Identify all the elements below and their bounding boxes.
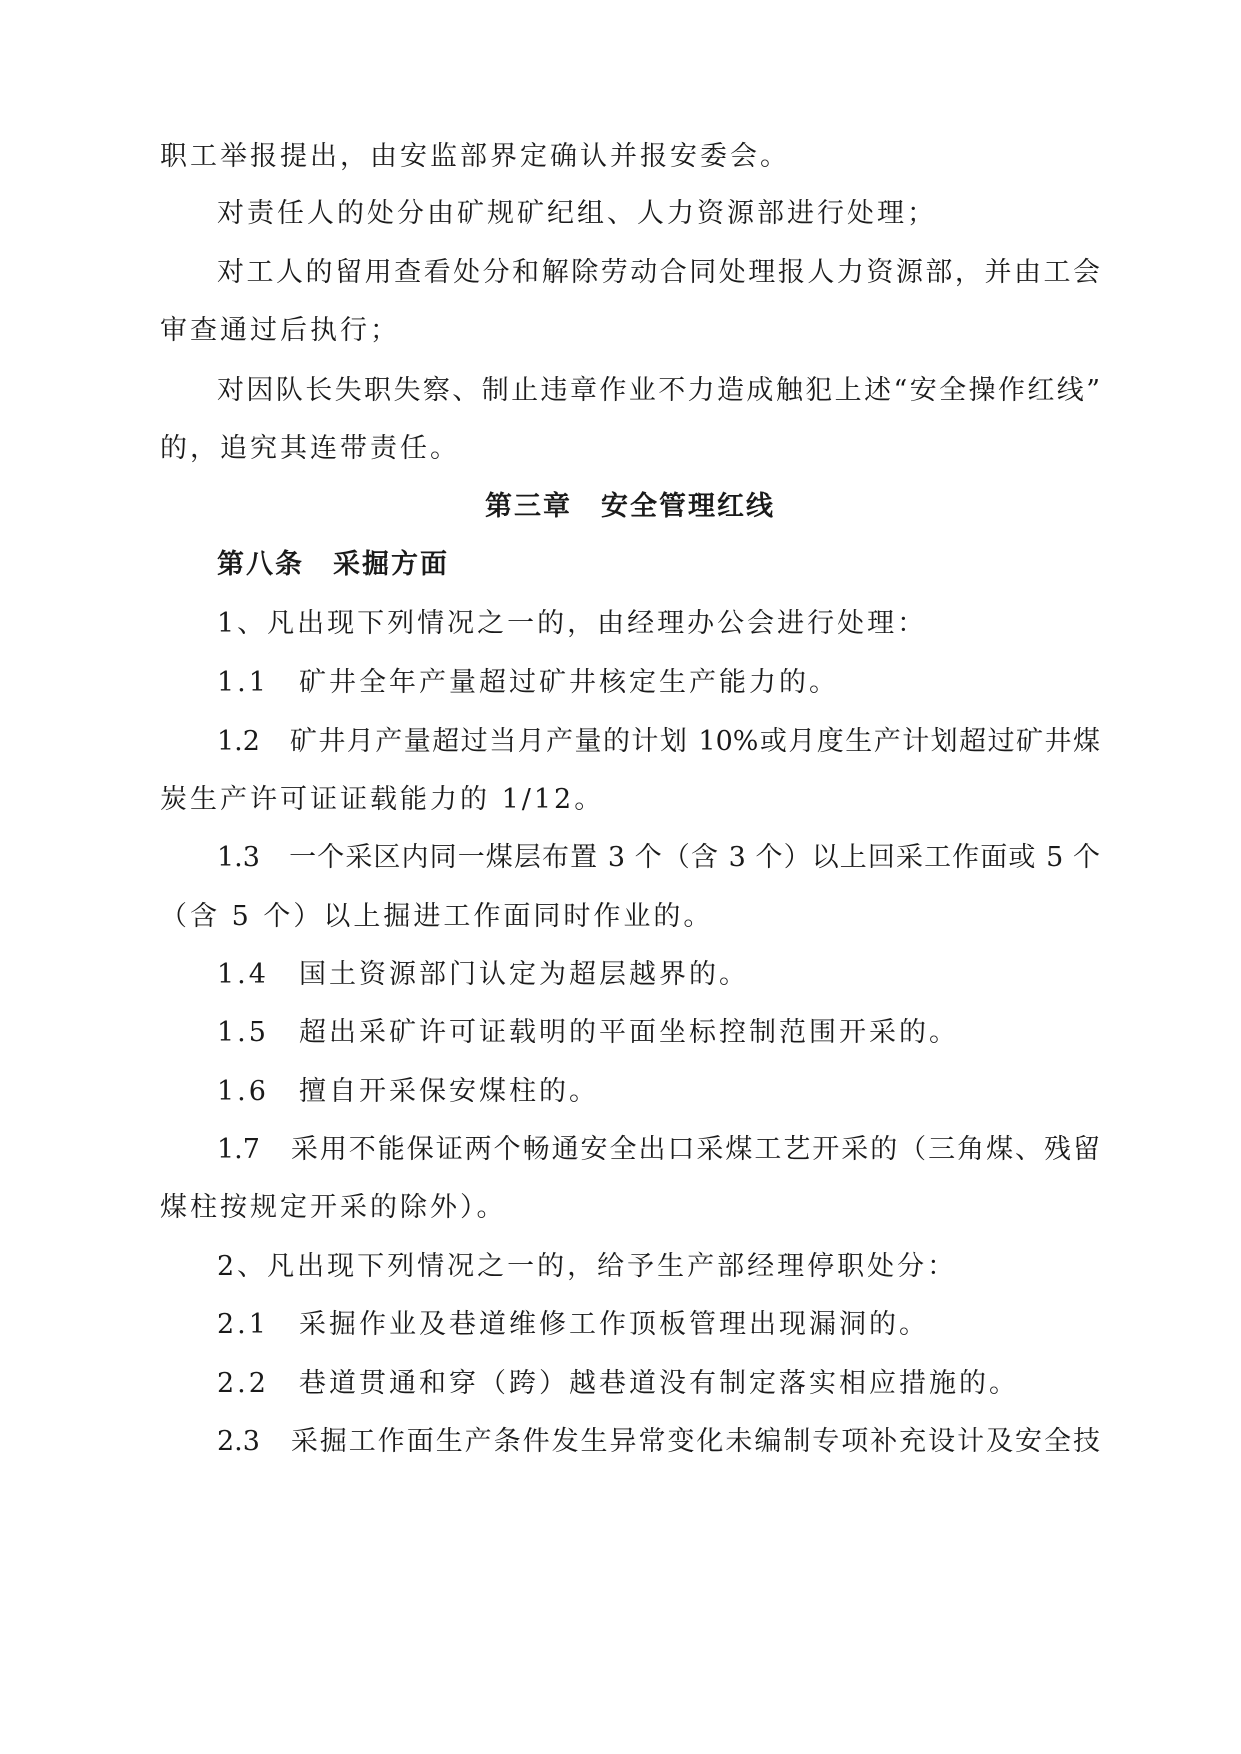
text-line: 1、凡出现下列情况之一的，由经理办公会进行处理： bbox=[217, 608, 928, 639]
text-line: 审查通过后执行； bbox=[160, 315, 400, 346]
list-item: 1.1 矿井全年产量超过矿井核定生产能力的。 bbox=[217, 667, 839, 698]
text-line: （含 5 个）以上掘进工作面同时作业的。 bbox=[160, 901, 714, 932]
list-item: 1.3 一个采区内同一煤层布置 3 个（含 3 个）以上回采工作面或 5 个 bbox=[217, 842, 1100, 873]
text-line: 的，追究其连带责任。 bbox=[160, 433, 460, 464]
chapter-heading: 第三章 安全管理红线 bbox=[485, 491, 775, 522]
article-heading: 第八条 采掘方面 bbox=[217, 549, 449, 580]
text-line: 炭生产许可证证载能力的 1/12。 bbox=[160, 784, 605, 815]
list-item: 2.1 采掘作业及巷道维修工作顶板管理出现漏洞的。 bbox=[217, 1309, 929, 1340]
text-line: 煤柱按规定开采的除外）。 bbox=[160, 1192, 507, 1223]
text-line: 对责任人的处分由矿规矿纪组、人力资源部进行处理； bbox=[217, 198, 937, 229]
text-line: 对工人的留用查看处分和解除劳动合同处理报人力资源部，并由工会 bbox=[217, 257, 1100, 288]
list-item: 1.7 采用不能保证两个畅通安全出口采煤工艺开采的（三角煤、残留 bbox=[217, 1134, 1100, 1165]
list-item: 1.6 擅自开采保安煤柱的。 bbox=[217, 1076, 599, 1107]
list-item: 2.2 巷道贯通和穿（跨）越巷道没有制定落实相应措施的。 bbox=[217, 1368, 1019, 1399]
list-item: 1.2 矿井月产量超过当月产量的计划 10%或月度生产计划超过矿井煤 bbox=[217, 726, 1100, 757]
text-line: 对因队长失职失察、制止违章作业不力造成触犯上述“安全操作红线” bbox=[217, 375, 1100, 406]
text-line: 2、凡出现下列情况之一的，给予生产部经理停职处分： bbox=[217, 1251, 958, 1282]
text-line: 职工举报提出，由安监部界定确认并报安委会。 bbox=[160, 141, 790, 172]
list-item: 1.5 超出采矿许可证载明的平面坐标控制范围开采的。 bbox=[217, 1017, 959, 1048]
list-item: 2.3 采掘工作面生产条件发生异常变化未编制专项补充设计及安全技 bbox=[217, 1426, 1100, 1457]
list-item: 1.4 国土资源部门认定为超层越界的。 bbox=[217, 959, 749, 990]
